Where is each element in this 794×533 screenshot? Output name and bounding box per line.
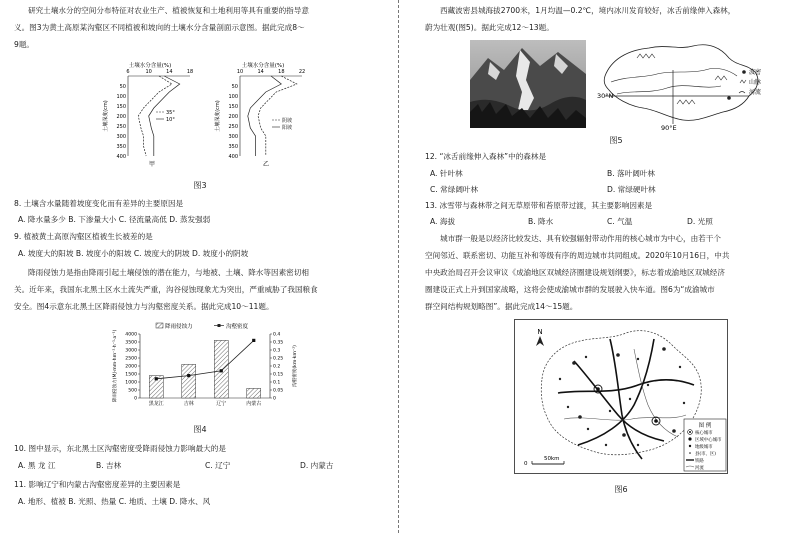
fig5-lat-label: 30°N: [597, 92, 614, 100]
r-intro3-line-1: 城市群一般是以经济比较发达、具有较强辐射带动作用的核心城市为中心，由若干个: [440, 234, 721, 243]
intro-line-3: 9题。: [14, 40, 35, 49]
fig5-river: [611, 68, 737, 82]
fig6-scale-label: 50km: [544, 456, 560, 462]
fig3-ytick: 200: [228, 113, 238, 120]
q10-option-a: A. 黑 龙 江: [18, 461, 56, 470]
q11-stem: 11. 影响辽宁和内蒙古沟壑密度差异的主要因素是: [14, 480, 181, 489]
fig6-legend-title: 图 例: [698, 423, 712, 429]
fig4-category-label: 黑龙江: [148, 401, 164, 407]
intro2-line-1: 降雨侵蚀力是指由降雨引起土壤侵蚀的潜在能力，与地被、土壤、降水等因素密切相: [28, 268, 309, 277]
fig4-right-tick-label: 0.05: [273, 388, 284, 394]
q10-stem: 10. 图中显示，东北黑土区沟壑密度受降雨侵蚀力影响最大的是: [14, 444, 226, 453]
q13-stem: 13. 冰雪带与森林带之间无草原带和苔原带过渡，其主要影响因素是: [425, 201, 653, 210]
fig6-chengyu-map: [514, 319, 728, 474]
fig3-right-xtick: 22: [298, 69, 306, 75]
q13-option-c: C. 气温: [607, 217, 633, 226]
fig3-ytick: 250: [116, 123, 126, 130]
fig6-legend-county-symbol: [689, 452, 691, 454]
q10-option-b: B. 吉林: [96, 461, 122, 470]
intro-line-1: 研究土壤水分的空间分布特征对农业生产、植被恢复和土地利用等具有重要的指导意: [28, 6, 309, 15]
fig5-legend-mountain-symbol: [740, 80, 746, 83]
q11-options: A. 地形、植被 B. 光照、热量 C. 地质、土壤 D. 降水、风: [18, 497, 211, 506]
fig4-right-tick-label: 0.1: [273, 380, 281, 386]
fig5-legend-dot: [742, 70, 746, 74]
fig4-left-tick-label: 4000: [125, 332, 137, 338]
fig3-ytick: 350: [116, 143, 126, 150]
fig4-caption: 图4: [193, 425, 207, 434]
q12-stem: 12. “冰舌前缘伸入森林”中的森林是: [425, 152, 547, 161]
fig3-sub-jia: 甲: [148, 161, 156, 168]
fig3-right-title: 土壤水分含量(%): [241, 63, 285, 69]
q13-option-a: A. 海拔: [430, 217, 456, 226]
fig4-right-tick-label: 0.35: [273, 340, 284, 346]
fig3-ytick: 400: [228, 153, 238, 160]
fig4-left-tick-label: 500: [128, 388, 137, 394]
fig6-scale-zero: 0: [524, 461, 528, 467]
q9-stem: 9. 植被黄土高原沟壑区植被生长被差的是: [14, 232, 153, 241]
fig6-north-label: N: [537, 328, 543, 336]
fig4-left-tick-label: 1000: [125, 380, 137, 386]
q12-option-a: A. 针叶林: [430, 169, 463, 178]
intro2-line-2: 关。近年来，我国东北黑土区水土流失严重，沟谷侵蚀现象尤为突出，严重威胁了我国粮食: [14, 285, 318, 294]
q12-option-d: D. 常绿硬叶林: [607, 185, 656, 194]
fig3-left-xtick: 18: [186, 69, 194, 75]
fig4-ylabel-left: 降雨侵蚀力(MJ·mm·hm⁻²·h⁻¹·a⁻¹): [113, 329, 118, 403]
r-intro3-line-3: 中央政治局召开会议审议《成渝地区双城经济圈建设规划纲要》，标志着成渝地区双城经济: [425, 268, 725, 277]
fig4-right-tick-label: 0: [273, 396, 276, 402]
fig5-river: [617, 86, 721, 94]
fig4-category-label: 辽宁: [216, 401, 227, 407]
fig4-right-tick-label: 0.3: [273, 348, 281, 354]
fig4-category-label: 吉林: [183, 401, 194, 407]
fig3-ytick: 50: [231, 83, 238, 90]
fig5-legend-river-symbol: [739, 92, 745, 94]
fig5-bomi-dot: [727, 96, 731, 100]
fig4-left-tick-label: 0: [134, 396, 137, 402]
fig5-region-outline: [604, 45, 758, 121]
fig6-legend-item: 地级城市: [695, 445, 713, 450]
fig3-ytick: 200: [116, 113, 126, 120]
fig4-legend-line: 沟壑密度: [226, 324, 249, 330]
fig5-legend-river: 河流: [749, 89, 762, 96]
fig3-sub-yi: 乙: [262, 161, 270, 168]
q10-option-d: D. 内蒙古: [300, 461, 334, 470]
fig6-legend-core-dot: [689, 431, 691, 433]
fig3-ytick: 50: [119, 83, 126, 90]
q13-option-b: B. 降水: [528, 217, 554, 226]
fig6-legend-item: 核心城市: [695, 431, 713, 436]
fig6-core-city-dot: [596, 387, 600, 391]
fig3-left-ylabel: 土壤深度(cm): [103, 100, 109, 132]
fig3-ytick: 250: [228, 123, 238, 130]
r-intro-line-1: 西藏波密县城海拔2700米，1月均温—0.2℃，境内冰川发育较好，冰舌前缘伸入森林，: [440, 6, 736, 15]
fig3-left-legend-10: 10°: [166, 117, 175, 123]
fig3-left-xtick: 10: [145, 69, 152, 75]
fig3-ytick: 150: [228, 103, 238, 110]
fig3-right-xtick: 14: [257, 69, 264, 75]
fig4-right-tick-label: 0.2: [273, 364, 281, 370]
fig4-category-label: 内蒙古: [246, 401, 262, 407]
fig5-caption: 图5: [609, 136, 623, 145]
fig4-left-tick-label: 2500: [125, 356, 137, 362]
fig3-ytick: 350: [228, 143, 238, 150]
fig6-legend-item: 铁路: [695, 459, 704, 464]
q8-options: A. 降水量多少 B. 下渗量大小 C. 径流量高低 D. 蒸发强弱: [18, 215, 211, 224]
q12-option-c: C. 常绿阔叶林: [430, 185, 479, 194]
fig3-right-ylabel: 土壤深度(cm): [215, 100, 221, 132]
fig6-legend-item: 河流: [695, 466, 704, 471]
fig3-left-xtick: 14: [166, 69, 173, 75]
q13-option-d: D. 光照: [687, 217, 713, 226]
fig4-left-tick-label: 2000: [125, 364, 137, 370]
fig3-ytick: 300: [228, 133, 238, 140]
fig5-legend-bomi: 波密: [749, 69, 762, 76]
q9-options: A. 坡度大的阳坡 B. 坡度小的阳坡 C. 坡度大的阴坡 D. 坡度小的阴坡: [18, 249, 249, 258]
fig4-ylabel-right: 沟壑密度(km·km⁻²): [293, 345, 298, 387]
q10-option-c: C. 辽宁: [205, 461, 231, 470]
fig4-left-tick-label: 3000: [125, 348, 137, 354]
glacier-photo-image: [470, 40, 586, 128]
fig6-legend-prefecture-symbol: [689, 445, 691, 447]
fig4-left-tick-label: 3500: [125, 340, 137, 346]
intro2-line-3: 安全。图4示意东北黑土区降雨侵蚀力与沟壑密度关系。据此完成10～11题。: [14, 302, 274, 311]
fig6-caption: 图6: [614, 485, 628, 494]
fig3-ytick: 150: [116, 103, 126, 110]
r-intro3-line-4: 圈建设正式上升到国家战略，这将会使成渝城市群的发展驶入快车道。图6为“成渝城市: [425, 285, 715, 294]
fig6-core-city-dot: [654, 419, 658, 423]
glacier-photo: [470, 40, 586, 128]
fig6-legend-regional-symbol: [688, 437, 691, 440]
fig3-right-legend-yangpo: 阳坡: [282, 125, 293, 131]
fig3-right-legend-yinpo: 阴坡: [282, 118, 293, 124]
fig3-left-legend-35: 35°: [166, 110, 175, 116]
fig6-legend-item: 县(市、区): [695, 452, 716, 457]
fig3-ytick: 400: [116, 153, 126, 160]
fig3-right-xtick: 18: [278, 69, 285, 75]
fig4-right-tick-label: 0.25: [273, 356, 284, 362]
r-intro3-line-2: 空间邻近、联系密切、功能互补和等级有序的周边城市共同组成。2020年10月16日，中共: [425, 251, 730, 260]
intro-line-2: 义。图3为黄土高原某沟壑区不同植被和坡向的土壤水分含量剖面示意图。据此完成8～: [14, 23, 305, 32]
fig5-mountain: [637, 54, 655, 58]
fig6-legend-item: 区域中心城市: [695, 438, 722, 443]
fig3-left-title: 土壤水分含量(%): [128, 63, 172, 69]
fig4-legend-bar: 降雨侵蚀力: [165, 324, 193, 330]
fig5-mountain: [677, 100, 695, 104]
fig3-caption: 图3: [193, 181, 207, 190]
fig4-right-tick-label: 0.15: [273, 372, 284, 378]
q8-stem: 8. 土壤含水量随着坡度变化而有差异的主要原因是: [14, 199, 184, 208]
fig3-right-xtick: 10: [236, 69, 244, 75]
q12-option-b: B. 落叶阔叶林: [607, 169, 656, 178]
fig5-lon-label: 90°E: [661, 124, 677, 131]
fig3-ytick: 100: [228, 93, 238, 100]
r-intro-line-2: 蔚为壮观(图5)。据此完成12～13题。: [425, 23, 554, 32]
fig5-legend-mountain: 山脉: [749, 79, 762, 86]
fig4-left-tick-label: 1500: [125, 372, 137, 378]
fig3-ytick: 300: [116, 133, 126, 140]
fig3-left-xtick: 6: [126, 69, 130, 75]
fig5-mountain: [715, 76, 727, 80]
fig4-right-tick-label: 0.4: [273, 332, 281, 338]
fig3-ytick: 100: [116, 93, 126, 100]
fig5-tibet-map: [597, 36, 777, 131]
r-intro3-line-5: 群空间结构规划略图”。据此完成14～15题。: [425, 302, 578, 311]
